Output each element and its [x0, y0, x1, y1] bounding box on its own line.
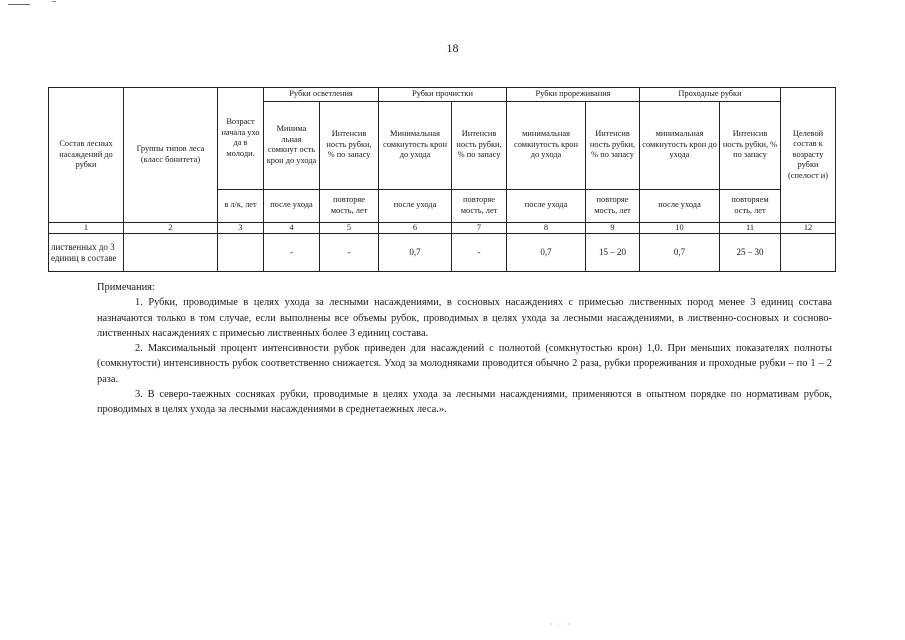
scan-noise: · · ·: [550, 620, 572, 629]
table-cell: 0,7: [507, 234, 586, 272]
thinning-norms-table: [48, 87, 836, 272]
header-cell: Интенсив ность рубки, % по запасу: [586, 101, 640, 189]
header-cell: Интенсив ность рубки, % по запасу: [720, 101, 781, 189]
scan-mark: [8, 4, 30, 5]
column-number: 4: [264, 222, 320, 234]
column-number: 1: [49, 222, 124, 234]
table-header-row: [49, 88, 836, 102]
header-group-clearing: Рубки осветления: [264, 88, 379, 102]
header-cell-unit: повторяем ость, лет: [720, 189, 781, 222]
header-cell-unit: после ухода: [264, 189, 320, 222]
column-number: 2: [124, 222, 218, 234]
header-cell-unit: после ухода: [640, 189, 720, 222]
column-number: 5: [320, 222, 379, 234]
table-cell: 0,7: [379, 234, 452, 272]
column-number: 11: [720, 222, 781, 234]
table-cell: 25 – 30: [720, 234, 781, 272]
note-paragraph: 3. В северо-таежных сосняках рубки, проводимые в целях ухода за лесными насаждениями, применяются в опытном порядке по нормативам рубок, проводимых в целях ухода за лесными насаждениями в среднетаежных леса.».: [97, 389, 832, 416]
column-number: 12: [781, 222, 836, 234]
table-cell: 15 – 20: [586, 234, 640, 272]
table-cell: 0,7: [640, 234, 720, 272]
header-cell: минимальная сомкнутость крон до ухода: [507, 101, 586, 189]
header-cell-unit: после ухода: [379, 189, 452, 222]
row-title: лиственных до 3 единиц в составе: [49, 234, 124, 272]
page-number: 18: [446, 41, 459, 55]
column-number: 7: [452, 222, 507, 234]
table-cell: [781, 234, 836, 272]
table-cell: -: [320, 234, 379, 272]
table-cell: -: [452, 234, 507, 272]
header-cell-unit: повторяе мость, лет: [452, 189, 507, 222]
column-number-row: [49, 222, 836, 234]
note-paragraph: 2. Максимальный процент интенсивности рубок приведен для насаждений с полнотой (сомкнутостью крон) 1,0. При меньших показателях полноты (сомкнутости) интенсивность рубок соответственно снижается. Уход за молодняками проводится обычно 2 раза, рубки прореживания и проходные рубки – по 1 – 2 раза.: [97, 343, 832, 385]
scan-mark: [52, 1, 56, 6]
column-number: 9: [586, 222, 640, 234]
table-cell: -: [264, 234, 320, 272]
header-group-cleaning: Рубки прочистки: [379, 88, 507, 102]
header-cell-age: Возраст начала ухо да в молоди.: [218, 88, 264, 190]
table-cell: [124, 234, 218, 272]
table-row: [49, 234, 836, 272]
header-cell: Минимальная сомкнутость крон до ухода: [379, 101, 452, 189]
header-group-thinning: Рубки прореживания: [507, 88, 640, 102]
notes-section: [97, 280, 832, 418]
notes-heading: Примечания:: [97, 282, 155, 293]
table-cell: [218, 234, 264, 272]
header-cell: Минима льная сомкнут ость крон до ухода: [264, 101, 320, 189]
note-paragraph: 1. Рубки, проводимые в целях ухода за лесными насаждениями, в сосновых насаждениях с примесью лиственных пород менее 3 единиц состава назначаются только в том случае, если выполнены все объемы рубок, проводимых в целях ухода за лесными насаждениями, в лиственно-сосновых и сосново-лиственных насаждениях с примесью лиственных более 3 единиц состава.: [97, 297, 832, 339]
header-cell-unit: в л/к, лет: [218, 189, 264, 222]
header-cell-target-composition: Целевой состав к возрасту рубки (спелост и): [781, 88, 836, 223]
column-number: 8: [507, 222, 586, 234]
header-cell-composition: Состав лесных насаждений до рубки: [49, 88, 124, 223]
header-cell-unit: повторяе мость, лет: [586, 189, 640, 222]
column-number: 6: [379, 222, 452, 234]
header-group-passing: Проходные рубки: [640, 88, 781, 102]
header-cell: Интенсив ность рубки, % по запасу: [320, 101, 379, 189]
header-cell-unit: повторяе мость, лет: [320, 189, 379, 222]
column-number: 3: [218, 222, 264, 234]
header-cell: Интенсив ность рубки, % по запасу: [452, 101, 507, 189]
header-cell-forest-groups: Группы типов леса (класс бонитета): [124, 88, 218, 223]
column-number: 10: [640, 222, 720, 234]
header-cell: минимальная сомкнутость крон до ухода: [640, 101, 720, 189]
header-cell-unit: после ухода: [507, 189, 586, 222]
